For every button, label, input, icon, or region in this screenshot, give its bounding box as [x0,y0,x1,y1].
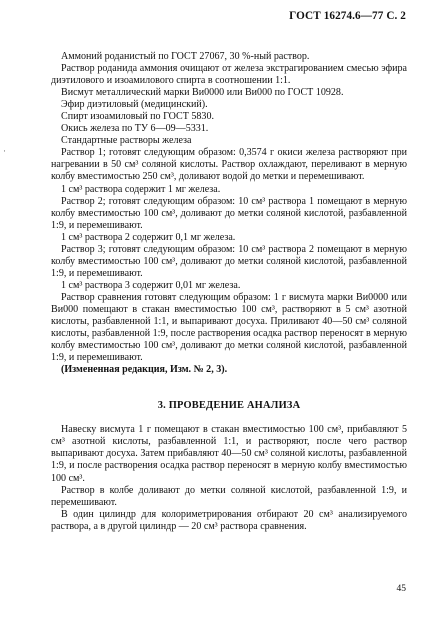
page-number: 45 [396,584,406,594]
paragraph: Раствор роданида аммония очищают от железа экстрагированием смесью эфира диэтилового и изоамилового спирта в соотношении 1:1. [51,63,407,87]
paragraph: Окись железа по ТУ 6—09—5331. [61,123,209,135]
paragraph: Раствор 3; готовят следующим образом: 10 см³ раствора 2 помещают в мерную колбу вместимостью 100 см³, доливают до метки соляной кислотой, разбавленной 1:9, и перемешивают. [51,243,407,279]
document-header: ГОСТ 16274.6—77 С. 2 [289,10,406,22]
revision-note: (Измененная редакция, Изм. № 2, 3). [61,364,228,376]
document-body [51,51,407,533]
paragraph: Раствор в колбе доливают до метки соляной кислотой, разбавленной 1:9, и перемешивают. [51,484,407,508]
paragraph: Аммоний роданистый по ГОСТ 27067, 30 %-ный раствор. [61,51,310,62]
paragraph: Раствор 1; готовят следующим образом: 0,3574 г окиси железа растворяют при нагревании в 50 см³ соляной кислоты. Раствор охлаждают, переливают в мерную колбу вместимостью 250 см³, доливают водой до метки и перемешивают. [51,147,407,183]
paragraph: В один цилиндр для колориметрирования отбирают 20 см³ анализируемого раствора, а в другой цилиндр — 20 см³ раствора сравнения. [51,508,407,532]
paragraph: Навеску висмута 1 г помещают в стакан вместимостью 100 см³, прибавляют 5 см³ азотной кислоты, разбавленной 1:1, и растворяют, после чего раствор выпаривают досуха. Затем прибавляют 40—50 см³ соляной кислоты, разбавленной 1:9, и после растворения осадка раствор переносят в мерную колбу вместимостью 100 см³. [51,424,407,484]
paragraph: Стандартные растворы железа [61,135,192,147]
paragraph: 1 см³ раствора 2 содержит 0,1 мг железа. [61,231,236,243]
paragraph: Раствор 2; готовят следующим образом: 10 см³ раствора 1 помещают в мерную колбу вместимостью 100 см³, доливают до метки соляной кислотой, разбавленной 1:9, и перемешивают. [51,195,407,231]
paragraph: Раствор сравнения готовят следующим образом: 1 г висмута марки Ви0000 или Ви000 помещают в стакан вместимостью 100 см³, растворяют в 5 см³ азотной кислоты, разбавленной 1:1, и выпаривают досуха. Приливают 40—50 см³ соляной кислоты, разбавленной 1:9, после растворения осадка раствор переносят в мерную колбу вместимостью 100 см³, доливают до метки соляной кислотой, разбавленной 1:9, и перемешивают. [51,291,407,364]
section-heading: 3. ПРОВЕДЕНИЕ АНАЛИЗА [157,400,301,412]
paragraph: 1 см³ раствора 3 содержит 0,01 мг железа. [61,279,241,291]
paragraph: Спирт изоамиловый по ГОСТ 5830. [61,111,214,123]
paragraph: Эфир диэтиловый (медицинский). [61,99,208,111]
paragraph: 1 см³ раствора содержит 1 мг железа. [61,183,221,195]
margin-mark: · [3,146,6,156]
paragraph: Висмут металлический марки Ви0000 или Ви000 по ГОСТ 10928. [61,87,344,99]
